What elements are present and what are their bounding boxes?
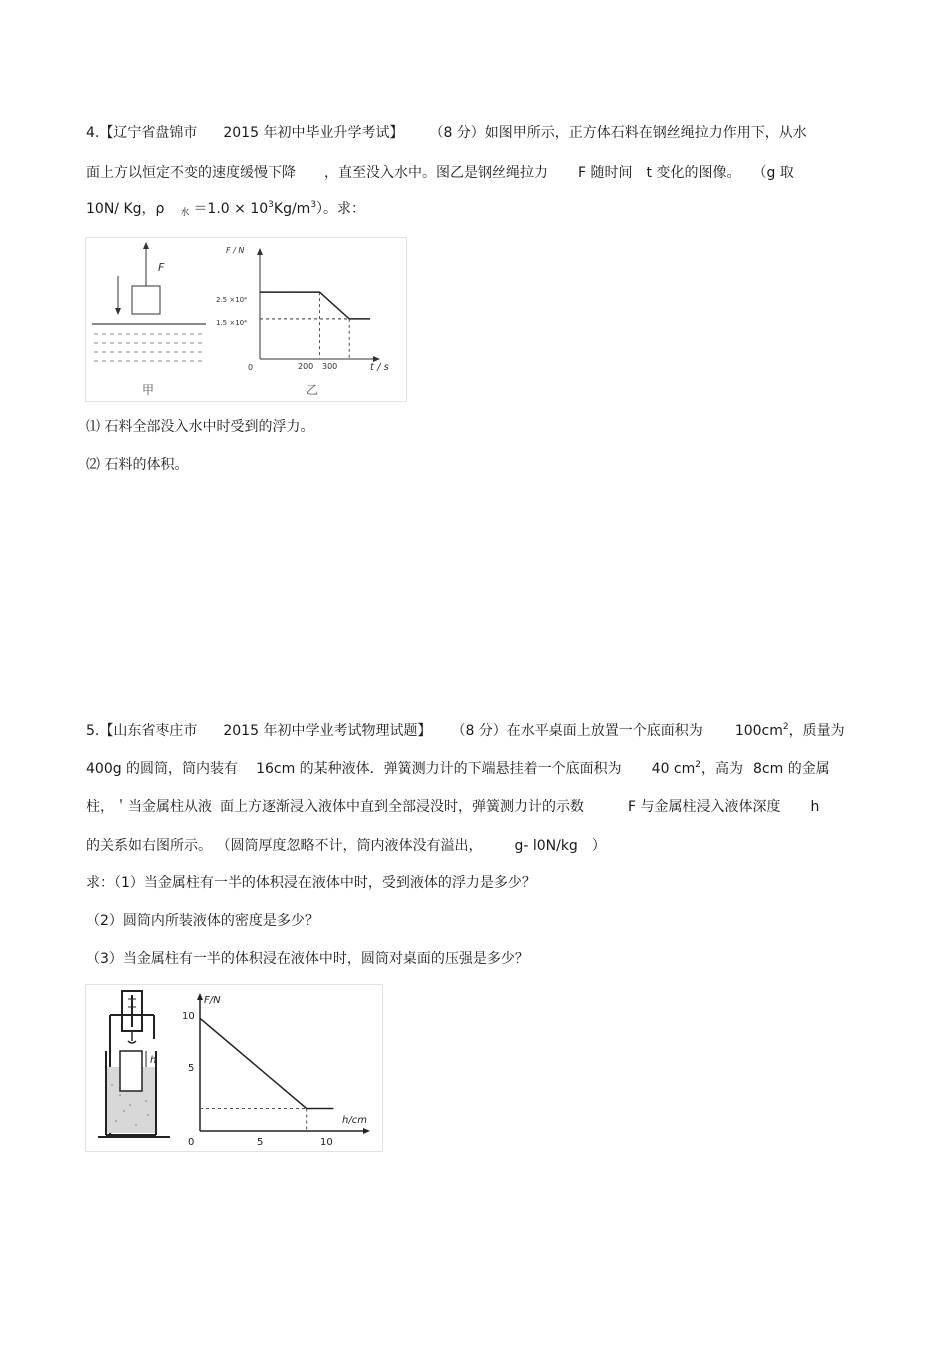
stone-block xyxy=(132,286,160,314)
q5-ask-3: （3）当金属柱有一半的体积浸在液体中时，圆筒对桌面的压强是多少？ xyxy=(86,951,529,967)
q4-sub-question-1: ⑴ 石料全部没入水中时受到的浮力。 xyxy=(86,419,315,435)
metal-cylinder xyxy=(120,1051,142,1091)
q4-ytick-25: 2.5 ×10⁴ xyxy=(216,296,247,304)
q5-plot xyxy=(200,1018,333,1131)
y-arrow-icon xyxy=(197,993,203,1000)
y-arrow-icon xyxy=(257,248,263,255)
force-arrow-icon xyxy=(143,242,149,249)
q5-line-4: 的关系如右图所示。 （圆筒厚度忽略不计，筒内液体没有溢出， g- l0N/kg ） xyxy=(86,838,606,854)
q5-line-3: 柱，＇当金属柱从液 面上方逐渐浸入液体中直到全部浸没时，弹簧测力计的示数 F 与金属柱浸入液体深度 h xyxy=(86,799,820,815)
q5-ask-2: （2）圆筒内所装液体的密度是多少？ xyxy=(86,913,319,929)
q4-diagram-jia xyxy=(92,242,206,397)
q5-apparatus xyxy=(98,991,170,1137)
q5-series-line xyxy=(200,1018,333,1108)
q5-exam: 2015 年初中学业考试物理试题】 xyxy=(223,723,432,739)
q4-ytick-15: 1.5 ×10⁴ xyxy=(216,319,247,327)
q4-figure xyxy=(85,237,407,402)
q4-line-3: 10N/ Kg，ρ $_水 =1.0 \times 10^3Kg/m^3$）。求： xyxy=(86,200,366,218)
q5-h-label: h xyxy=(150,1055,157,1066)
q4-series-line xyxy=(260,292,370,319)
q5-figure xyxy=(85,984,383,1152)
q4-graph xyxy=(216,246,389,397)
q4-intro: （8 分）如图甲所示，正方体石料在钢丝绳拉力作用下，从水 xyxy=(429,125,807,141)
q5-xtick-5: 5 xyxy=(257,1137,264,1148)
q5-line-1: 5.【山东省枣庄市 2015 年初中学业考试物理试题】 （8 分）在水平桌面上放置一个底面积为 $100cm^2$，质量为 xyxy=(86,722,845,739)
q4-xtick-300: 300 xyxy=(322,362,338,371)
q5-x-label: h/cm xyxy=(342,1115,367,1126)
hook-icon xyxy=(128,1041,136,1043)
q5-ask-1: 求：（1）当金属柱有一半的体积浸在液体中时，受到液体的浮力是多少？ xyxy=(86,875,536,891)
q4-caption-yi: 乙 xyxy=(306,383,319,397)
q4-sub-question-2: ⑵ 石料的体积。 xyxy=(86,457,189,473)
q5-source: 5.【山东省枣庄市 xyxy=(86,723,198,739)
q4-force-label: F xyxy=(158,261,165,274)
q4-figure-svg xyxy=(86,238,406,401)
q5-figure-svg xyxy=(86,985,382,1151)
q5-ytick-5: 5 xyxy=(188,1063,195,1074)
q4-y-label: F / N xyxy=(226,246,245,255)
q4-line-2: 面上方以恒定不变的速度缓慢下降 ，直至没入水中。图乙是钢丝绳拉力 F 随时间 t 变化的图像。 （g 取 xyxy=(86,165,794,181)
q5-graph xyxy=(182,993,370,1148)
q4-plot xyxy=(260,292,370,359)
q4-exam: 2015 年初中毕业升学考试】 xyxy=(223,125,404,141)
q4-line-1 xyxy=(86,124,807,142)
q5-ytick-10: 10 xyxy=(182,1011,195,1022)
q5-origin: 0 xyxy=(188,1137,195,1148)
q4-source: 4.【辽宁省盘锦市 xyxy=(86,125,198,141)
q5-y-label: F/N xyxy=(204,995,221,1006)
x-arrow-icon xyxy=(363,1128,370,1134)
down-arrow-icon xyxy=(115,308,121,315)
q4-xtick-200: 200 xyxy=(298,362,314,371)
q5-line-2: 400g 的圆筒，筒内装有 16cm 的某种液体．弹簧测力计的下端悬挂着一个底面积为 40 $cm^2$，高为 8cm 的金属 xyxy=(86,760,830,777)
q5-xtick-10: 10 xyxy=(320,1137,333,1148)
q4-origin: 0 xyxy=(248,363,254,372)
q4-x-label: t / s xyxy=(370,362,389,373)
q4-caption-jia: 甲 xyxy=(142,383,155,397)
